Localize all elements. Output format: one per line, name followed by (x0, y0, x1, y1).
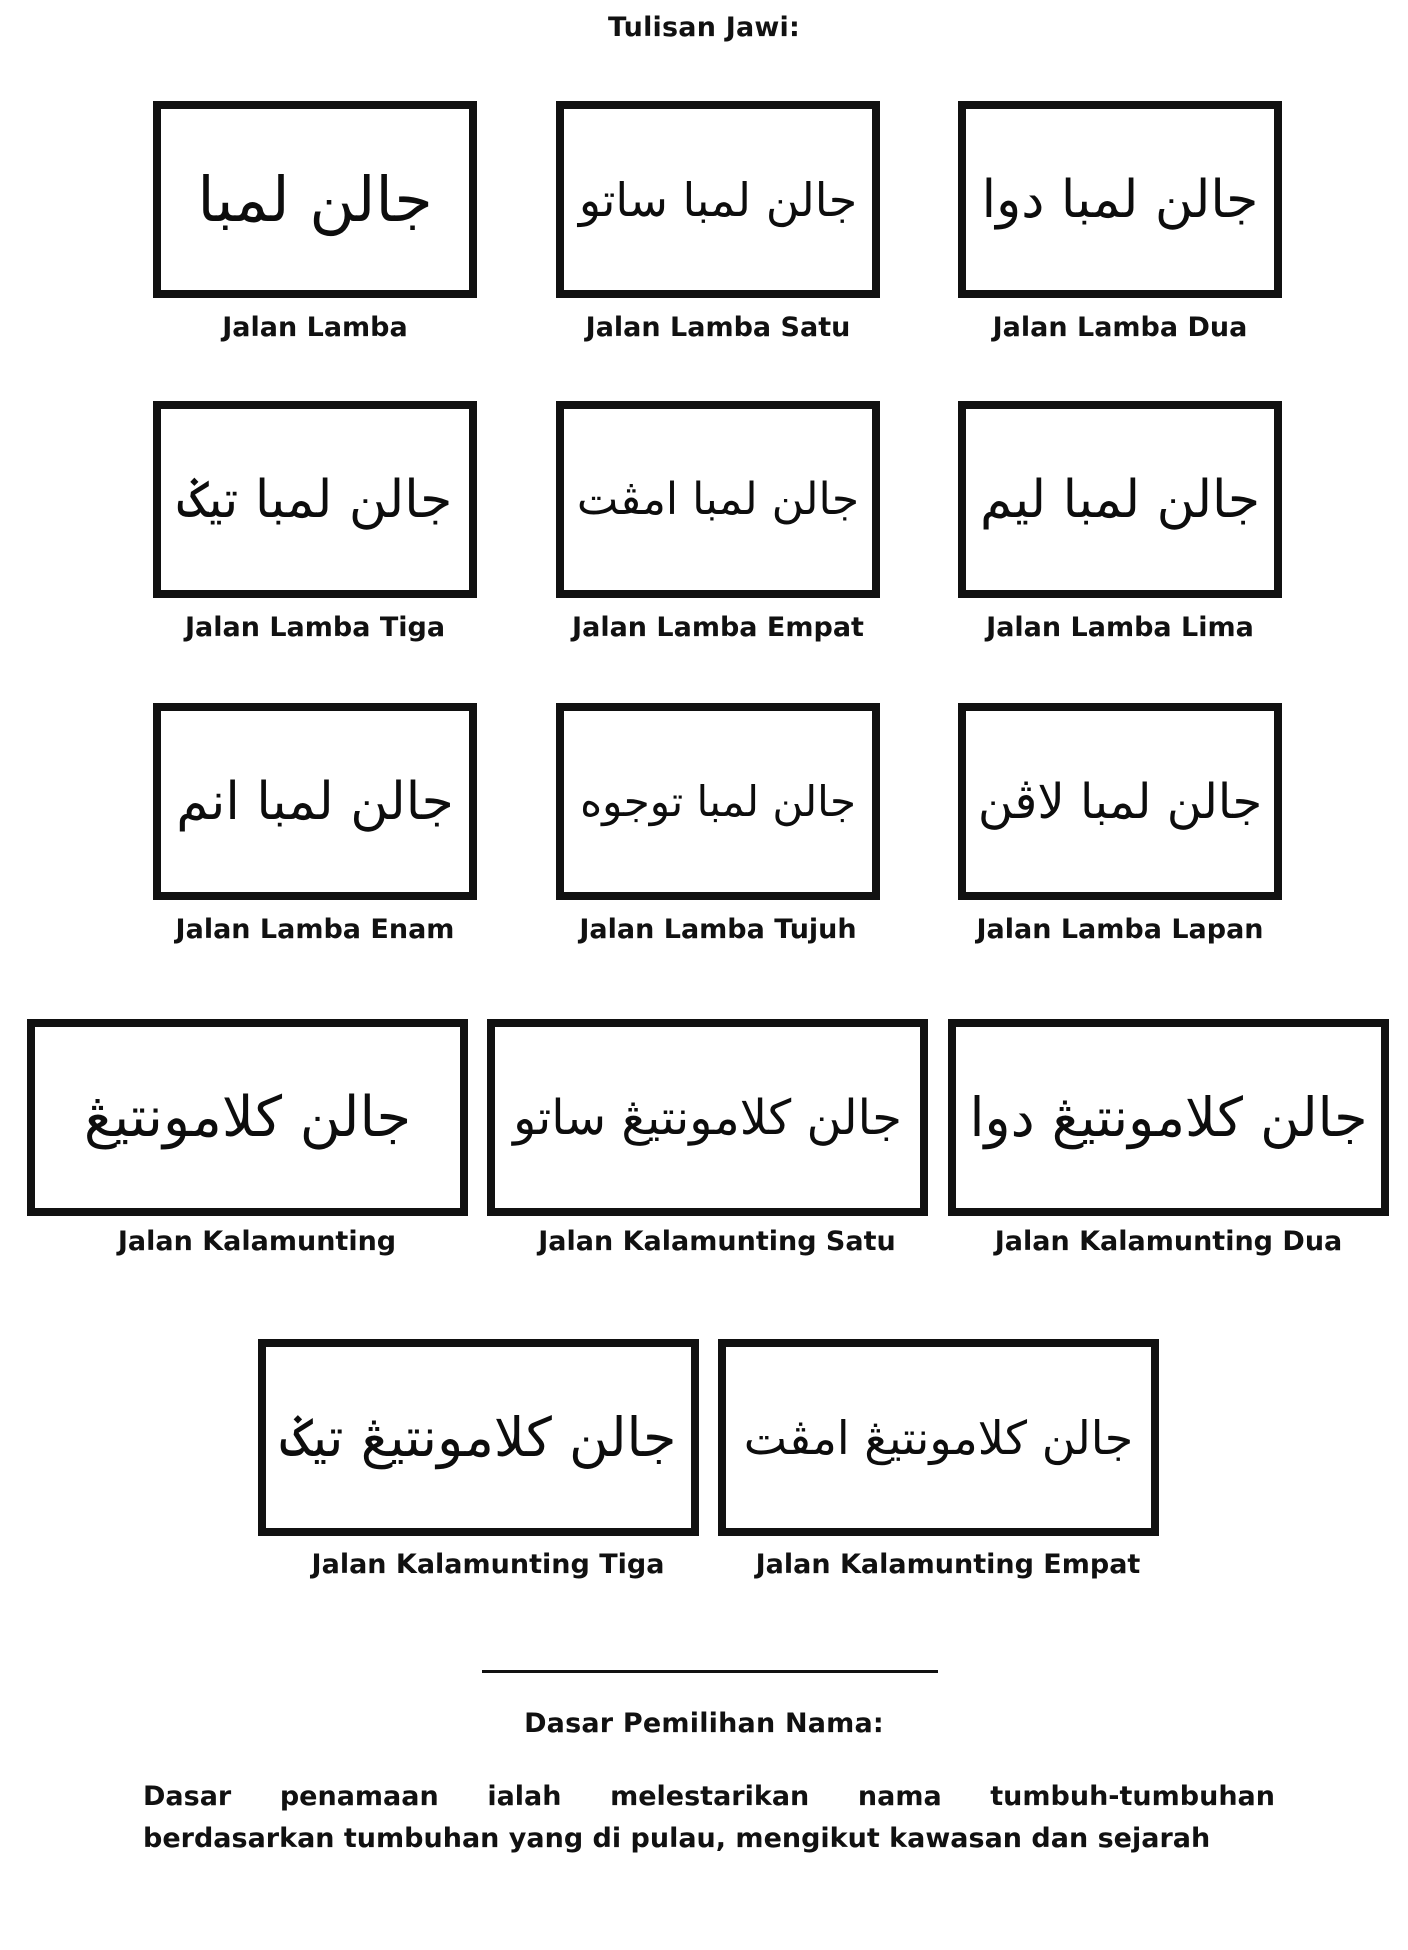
sign-caption: Jalan Lamba Lapan (976, 914, 1264, 945)
jawi-sign-jalan-lamba (153, 101, 477, 298)
sign-caption: Jalan Lamba Lima (986, 612, 1254, 643)
sign-caption: Jalan Lamba Enam (175, 914, 455, 945)
sign-caption: Jalan Kalamunting (117, 1226, 397, 1257)
jawi-sign-jalan-lamba-tiga (153, 401, 477, 598)
jawi-sign-jalan-lamba-empat (556, 401, 880, 598)
jawi-text: جالن کلامونتيڠ ساتو (513, 1089, 902, 1146)
jawi-text: جالن کلامونتيڠ تيݢ (280, 1405, 677, 1469)
jawi-text: جالن لمبا توجوه (580, 776, 856, 826)
basis-title: Dasar Pemilihan Nama: (524, 1708, 884, 1739)
jawi-text: جالن کلامونتيڠ دوا (969, 1085, 1368, 1149)
jawi-text: جالن لمبا انم (176, 771, 454, 832)
jawi-text: جالن کلامونتيڠ امڤت (743, 1410, 1134, 1465)
jawi-sign-jalan-lamba-enam (153, 703, 477, 900)
jawi-text: جالن لمبا ليم (979, 469, 1261, 530)
sign-caption: Jalan Lamba Empat (572, 612, 864, 643)
jawi-sign-jalan-kalamunting (27, 1019, 468, 1216)
jawi-text: جالن لمبا لاڤن (977, 773, 1263, 830)
jawi-sign-jalan-lamba-tujuh (556, 703, 880, 900)
jawi-sign-jalan-lamba-lima (958, 401, 1282, 598)
basis-paragraph: Dasar penamaan ialah melestarikan nama tumbuh-tumbuhan berdasarkan tumbuhan yang di pulau, mengikut kawasan dan sejarah (143, 1781, 1275, 1854)
jawi-text: جالن لمبا امڤت (576, 473, 860, 525)
jawi-text: جالن لمبا دوا (981, 169, 1259, 230)
jawi-sign-jalan-kalamunting-satu (487, 1019, 928, 1216)
jawi-sign-jalan-lamba-lapan (958, 703, 1282, 900)
sign-caption: Jalan Lamba Tujuh (579, 914, 857, 945)
page-title: Tulisan Jawi: (608, 12, 800, 43)
section-divider (482, 1670, 938, 1673)
jawi-sign-jalan-lamba-satu (556, 101, 880, 298)
sign-caption: Jalan Lamba Satu (585, 312, 851, 343)
sign-caption: Jalan Kalamunting Satu (538, 1226, 896, 1257)
jawi-sign-jalan-kalamunting-tiga (258, 1339, 699, 1536)
sign-caption: Jalan Lamba (222, 312, 408, 343)
sign-caption: Jalan Lamba Tiga (184, 612, 446, 643)
sign-caption: Jalan Kalamunting Tiga (311, 1549, 665, 1580)
sign-caption: Jalan Kalamunting Dua (994, 1226, 1343, 1257)
jawi-sign-jalan-kalamunting-dua (948, 1019, 1389, 1216)
jawi-sign-jalan-kalamunting-empat (718, 1339, 1159, 1536)
jawi-text: جالن لمبا تيݢ (177, 469, 453, 530)
jawi-text: جالن لمبا (197, 162, 433, 236)
sign-caption: Jalan Kalamunting Empat (755, 1549, 1141, 1580)
sign-caption: Jalan Lamba Dua (992, 312, 1248, 343)
jawi-text: جالن کلامونتيڠ (83, 1084, 412, 1150)
jawi-text: جالن لمبا ساتو (578, 172, 858, 227)
jawi-sign-jalan-lamba-dua (958, 101, 1282, 298)
